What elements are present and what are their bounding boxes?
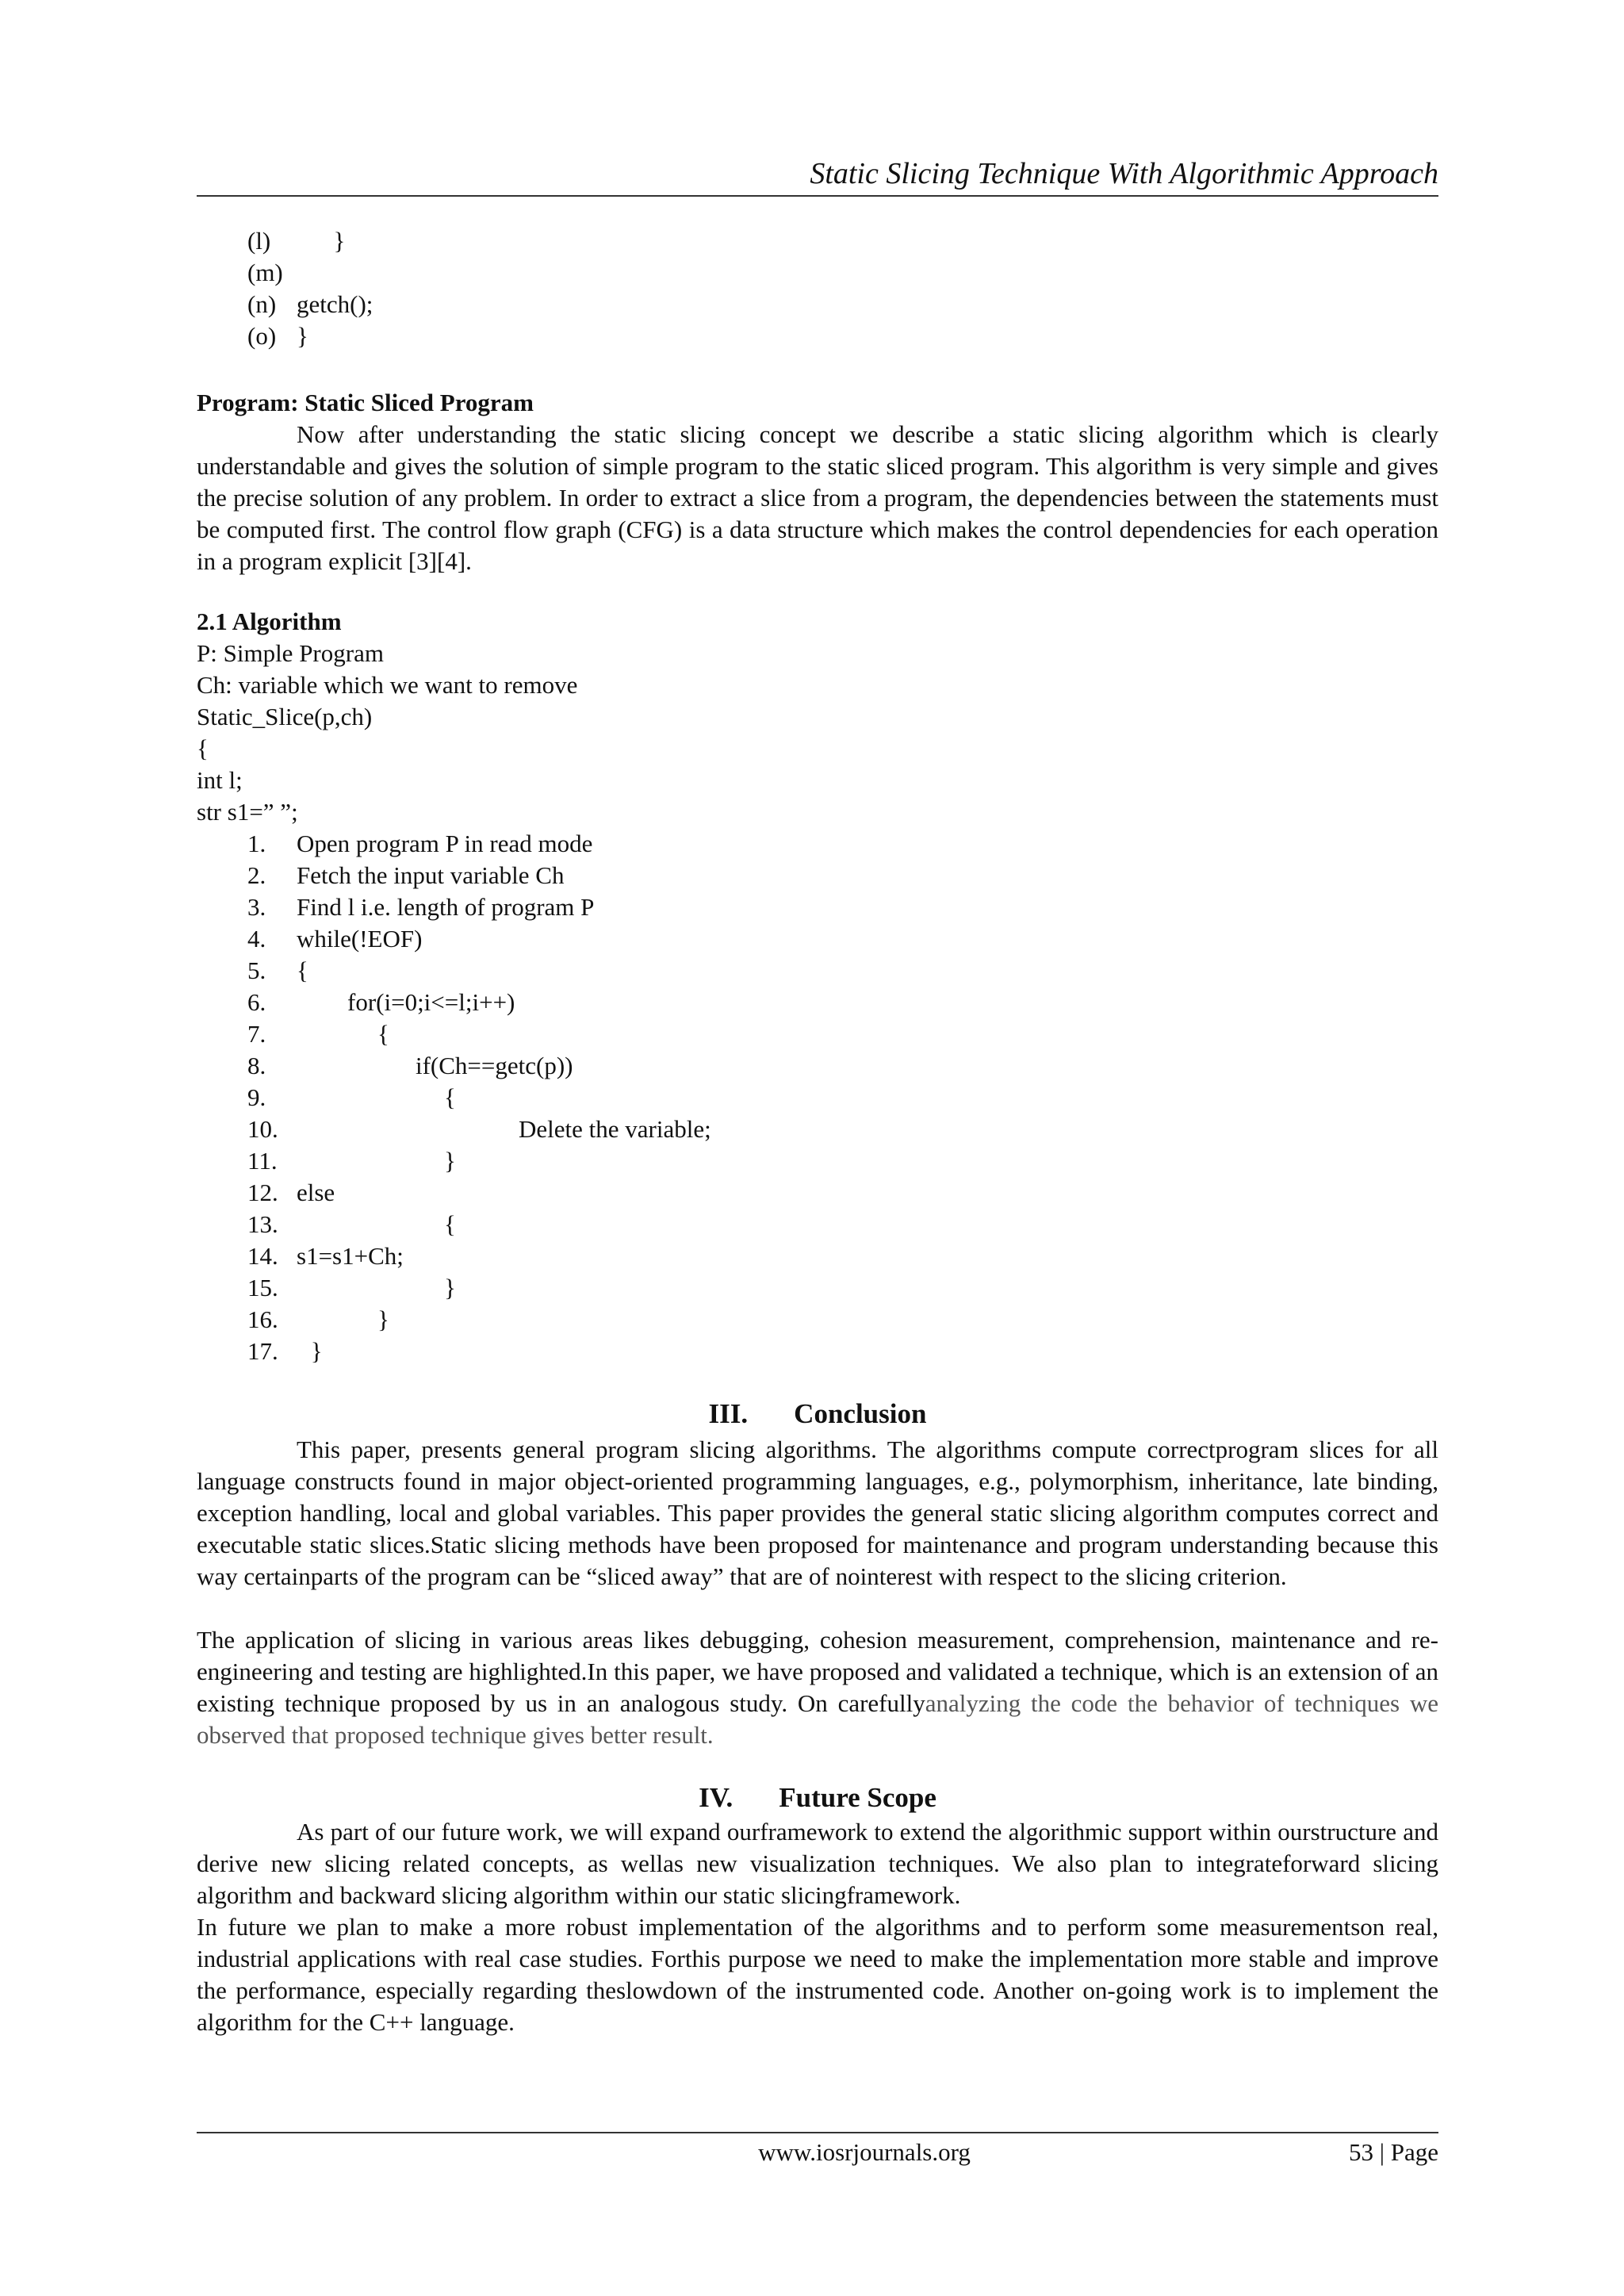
code-line-text: }	[297, 227, 346, 255]
step-text: while(!EOF)	[297, 925, 423, 953]
code-line	[247, 289, 373, 320]
conclusion-title: Conclusion	[794, 1398, 927, 1429]
algorithm-step	[247, 1209, 456, 1240]
preamble-line: Ch: variable which we want to remove	[197, 671, 578, 699]
preamble-line: P: Simple Program	[197, 639, 384, 667]
step-number: 13.	[247, 1210, 278, 1238]
code-line	[247, 257, 373, 289]
algorithm-step	[247, 1145, 456, 1177]
algorithm-preamble	[197, 638, 577, 828]
code-line	[247, 320, 373, 352]
code-line-label: (o)	[247, 322, 277, 350]
preamble-line: str s1=” ”;	[197, 798, 298, 826]
step-number: 4.	[247, 925, 266, 953]
future-scope-title: Future Scope	[779, 1782, 936, 1813]
algorithm-heading: 2.1 Algorithm	[197, 608, 342, 635]
future-scope-paragraph-2: In future we plan to make a more robust implementation of the algorithms and to perform some measurementson real, industrial applications with real case studies. Forthis purpose we need to make the implementation more stable and improve the performance, especially regarding theslowdown of the instrumented code. Another on-going work is to implement the algorithm for the C++ language.	[197, 1913, 1438, 2036]
preamble-line: int l;	[197, 766, 243, 794]
algorithm-step	[247, 923, 423, 955]
step-number: 11.	[247, 1147, 278, 1175]
step-number: 1.	[247, 830, 266, 857]
algorithm-step	[247, 987, 515, 1018]
code-line-label: (m)	[247, 259, 283, 286]
conclusion-paragraph-2-main: The application of slicing in various areas likes debugging, cohesion measurement, comprehension, maintenance and re-engineering and testing are highlighted.In this paper, we have proposed and validated a technique, which is an extension of an existing technique proposed by us in an analogous study. On carefully	[197, 1626, 1438, 1717]
preamble-line: {	[197, 734, 209, 762]
step-text: for(i=0;i<=l;i++)	[347, 988, 515, 1016]
algorithm-step	[247, 955, 308, 987]
algorithm-step	[247, 1336, 323, 1367]
step-number: 2.	[247, 861, 266, 889]
step-number: 7.	[247, 1020, 266, 1048]
code-line-text: }	[297, 322, 308, 350]
step-number: 10.	[247, 1115, 278, 1143]
conclusion-number: III.	[708, 1398, 749, 1429]
algorithm-step	[247, 891, 595, 923]
algorithm-step	[247, 1177, 335, 1209]
preamble-line: Static_Slice(p,ch)	[197, 703, 373, 730]
program-heading: Program: Static Sliced Program	[197, 389, 534, 416]
footer-rule	[197, 2132, 1438, 2133]
conclusion-paragraph-2	[197, 1624, 1438, 1751]
algorithm-step	[247, 1240, 404, 1272]
code-line-text: getch();	[297, 290, 373, 318]
algorithm-step	[247, 860, 565, 891]
conclusion-heading	[197, 1397, 1438, 1431]
step-number: 3.	[247, 893, 266, 921]
step-text: {	[297, 956, 308, 984]
step-number: 14.	[247, 1242, 278, 1270]
algorithm-step	[247, 1304, 389, 1336]
running-header: Static Slicing Technique With Algorithmic Approach	[810, 157, 1438, 190]
step-number: 5.	[247, 956, 266, 984]
footer-page-number: 53 | Page	[1349, 2138, 1438, 2166]
code-line	[247, 225, 373, 257]
header-rule	[197, 195, 1438, 197]
step-text: if(Ch==getc(p))	[416, 1052, 573, 1079]
step-text: else	[297, 1179, 335, 1206]
step-text: }	[377, 1305, 389, 1333]
step-text: }	[444, 1274, 456, 1301]
step-text: Find l i.e. length of program P	[297, 893, 595, 921]
code-line-label: (n)	[247, 290, 277, 318]
step-text: {	[444, 1083, 456, 1111]
algorithm-step	[247, 1050, 573, 1082]
algorithm-steps	[247, 828, 711, 1367]
code-listing-tail	[247, 225, 373, 352]
algorithm-step	[247, 1114, 711, 1145]
step-number: 9.	[247, 1083, 266, 1111]
conclusion-paragraph-1: This paper, presents general program slicing algorithms. The algorithms compute correctprogram slices for all language constructs found in major object-oriented programming languages, e.g., polymorphism, inheritance, late binding, exception handling, local and global variables. This paper provides the general static slicing algorithm computes correct and executable static slices.Static slicing methods have been proposed for maintenance and program understanding because this way certainparts of the program can be “sliced away” that are of nointerest with respect to the slicing criterion.	[197, 1435, 1438, 1590]
algorithm-step	[247, 828, 593, 860]
step-number: 8.	[247, 1052, 266, 1079]
step-number: 12.	[247, 1179, 278, 1206]
step-number: 16.	[247, 1305, 278, 1333]
step-text: Open program P in read mode	[297, 830, 593, 857]
step-text: }	[444, 1147, 456, 1175]
footer-website: www.iosrjournals.org	[758, 2138, 971, 2166]
algorithm-step	[247, 1018, 389, 1050]
future-scope-paragraph-1: As part of our future work, we will expand ourframework to extend the algorithmic support within ourstructure and derive new slicing related concepts, as wellas new visualization techniques. We also plan to integrateforward slicing algorithm and backward slicing algorithm within our static slicingframework.	[197, 1818, 1438, 1909]
future-scope-heading	[197, 1781, 1438, 1815]
step-text: {	[444, 1210, 456, 1238]
step-text: Fetch the input variable Ch	[297, 861, 565, 889]
step-text: Delete the variable;	[519, 1115, 711, 1143]
algorithm-step	[247, 1272, 456, 1304]
program-paragraph: Now after understanding the static slicing concept we describe a static slicing algorithm which is clearly understandable and gives the solution of simple program to the static sliced program. This algorithm is very simple and gives the precise solution of any problem. In order to extract a slice from a program, the dependencies between the statements must be computed first. The control flow graph (CFG) is a data structure which makes the control dependencies for each operation in a program explicit [3][4].	[197, 420, 1438, 575]
step-text: s1=s1+Ch;	[297, 1242, 404, 1270]
step-number: 6.	[247, 988, 266, 1016]
step-number: 17.	[247, 1337, 278, 1365]
conclusion-paragraph-2-tail: analyzing the code the behavior of techniques we observed that proposed technique gives better result.	[197, 1689, 1438, 1749]
future-scope-number: IV.	[699, 1782, 733, 1813]
code-line-label: (l)	[247, 227, 271, 255]
step-text: {	[377, 1020, 389, 1048]
step-text: }	[304, 1337, 323, 1365]
step-number: 15.	[247, 1274, 278, 1301]
algorithm-step	[247, 1082, 456, 1114]
